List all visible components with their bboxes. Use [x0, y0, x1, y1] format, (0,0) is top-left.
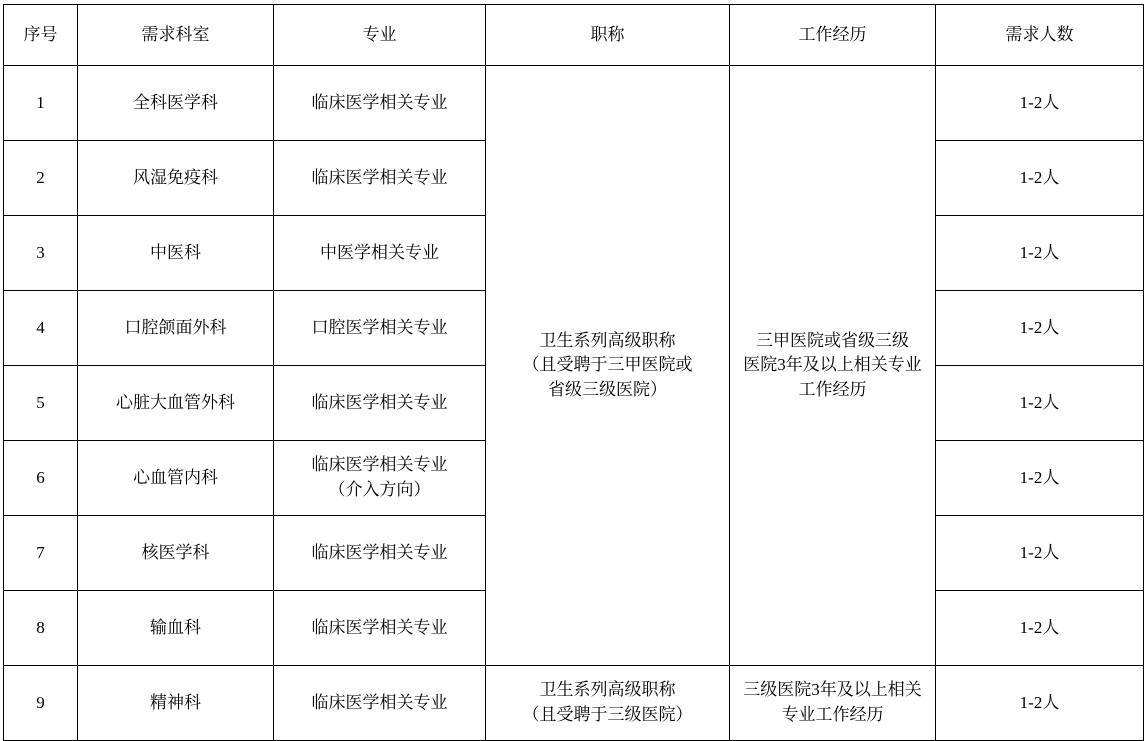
cell-index: 1 [4, 66, 78, 141]
cell-department: 核医学科 [78, 516, 274, 591]
cell-major: 临床医学相关专业 [274, 141, 486, 216]
cell-major: 临床医学相关专业 （介入方向） [274, 441, 486, 516]
cell-index: 8 [4, 591, 78, 666]
cell-experience: 三级医院3年及以上相关 专业工作经历 [730, 666, 936, 741]
cell-index: 7 [4, 516, 78, 591]
cell-department: 心血管内科 [78, 441, 274, 516]
header-experience: 工作经历 [730, 5, 936, 66]
table-body [4, 66, 1144, 741]
cell-headcount: 1-2人 [936, 66, 1144, 141]
header-index: 序号 [4, 5, 78, 66]
header-department: 需求科室 [78, 5, 274, 66]
table-header [4, 5, 1144, 66]
header-headcount: 需求人数 [936, 5, 1144, 66]
cell-headcount: 1-2人 [936, 291, 1144, 366]
cell-major: 临床医学相关专业 [274, 366, 486, 441]
cell-department: 全科医学科 [78, 66, 274, 141]
cell-department: 精神科 [78, 666, 274, 741]
cell-headcount: 1-2人 [936, 441, 1144, 516]
cell-index: 3 [4, 216, 78, 291]
cell-headcount: 1-2人 [936, 366, 1144, 441]
cell-department: 中医科 [78, 216, 274, 291]
cell-major: 口腔医学相关专业 [274, 291, 486, 366]
cell-major: 临床医学相关专业 [274, 666, 486, 741]
header-major: 专业 [274, 5, 486, 66]
cell-experience-merged: 三甲医院或省级三级 医院3年及以上相关专业 工作经历 [730, 66, 936, 666]
cell-title-merged: 卫生系列高级职称 （且受聘于三甲医院或 省级三级医院） [486, 66, 730, 666]
header-title: 职称 [486, 5, 730, 66]
cell-headcount: 1-2人 [936, 666, 1144, 741]
cell-index: 5 [4, 366, 78, 441]
cell-title: 卫生系列高级职称 （且受聘于三级医院） [486, 666, 730, 741]
recruitment-requirements-table [3, 4, 1144, 741]
table-row [4, 66, 1144, 141]
cell-department: 心脏大血管外科 [78, 366, 274, 441]
cell-department: 输血科 [78, 591, 274, 666]
cell-headcount: 1-2人 [936, 591, 1144, 666]
cell-department: 口腔颌面外科 [78, 291, 274, 366]
cell-headcount: 1-2人 [936, 216, 1144, 291]
cell-major: 临床医学相关专业 [274, 516, 486, 591]
cell-major: 中医学相关专业 [274, 216, 486, 291]
cell-index: 4 [4, 291, 78, 366]
table-row [4, 666, 1144, 741]
cell-major: 临床医学相关专业 [274, 66, 486, 141]
cell-index: 6 [4, 441, 78, 516]
cell-index: 9 [4, 666, 78, 741]
cell-headcount: 1-2人 [936, 516, 1144, 591]
header-row [4, 5, 1144, 66]
cell-index: 2 [4, 141, 78, 216]
cell-major: 临床医学相关专业 [274, 591, 486, 666]
cell-headcount: 1-2人 [936, 141, 1144, 216]
cell-department: 风湿免疫科 [78, 141, 274, 216]
